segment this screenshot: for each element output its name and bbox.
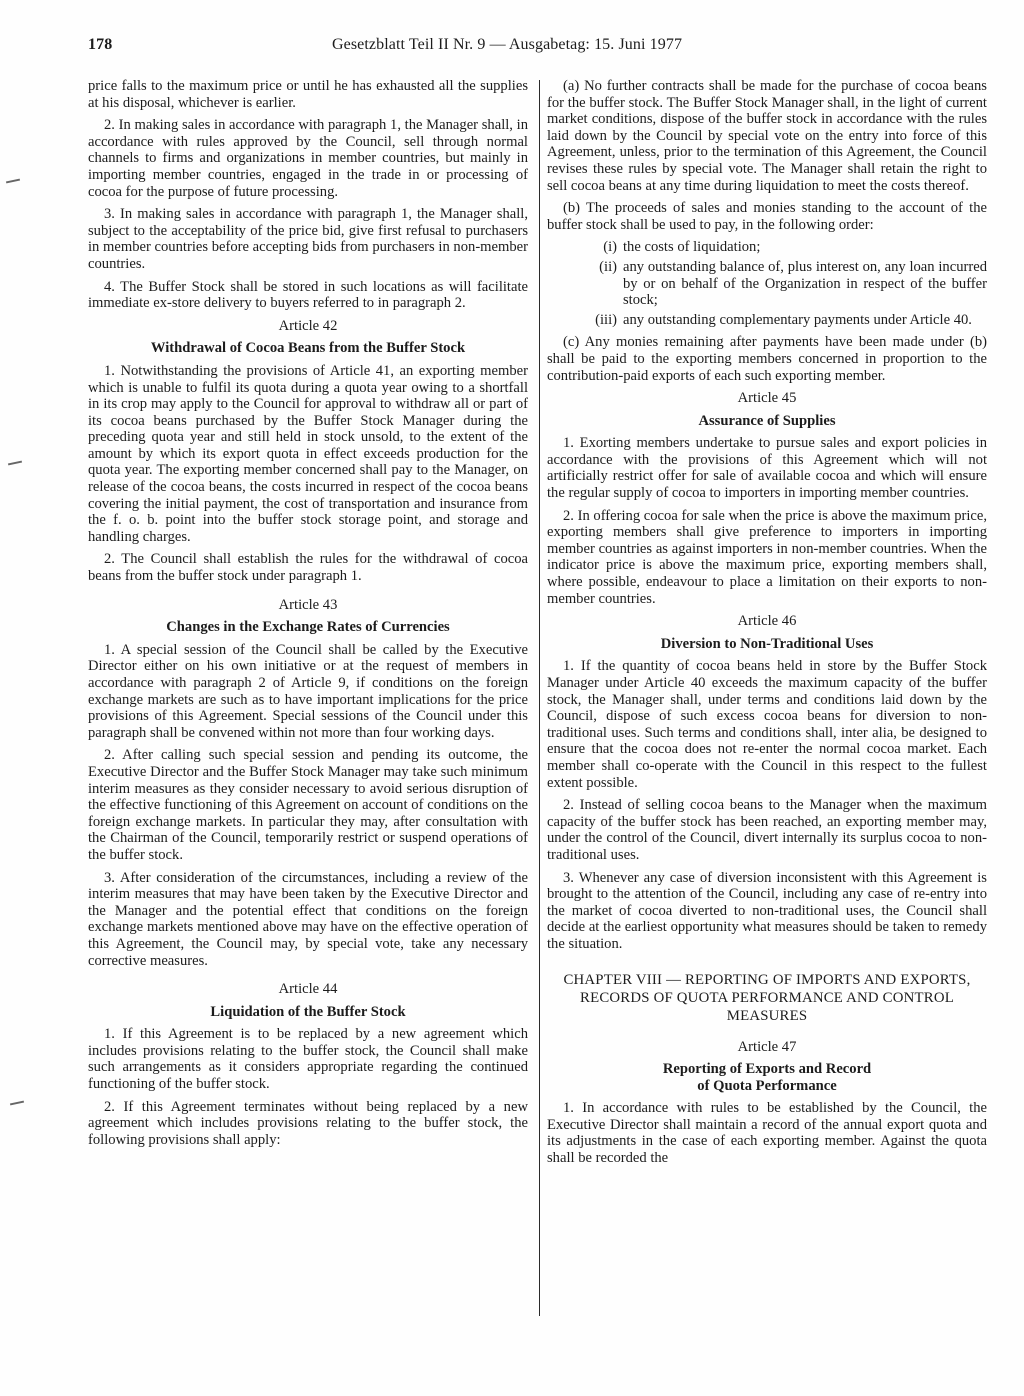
- article-title: Withdrawal of Cocoa Beans from the Buffer Stock: [150, 340, 466, 357]
- list-text: any outstanding complementary payments under Article 40.: [623, 311, 972, 328]
- list-text: any outstanding balance of, plus interest on, any loan incurred by or on behalf of the Organization in respect of the buffer stock;: [623, 258, 987, 309]
- column-divider: [539, 80, 540, 1316]
- paragraph: price falls to the maximum price or until he has exhausted all the supplies at his disposal, whichever is earlier.: [88, 78, 528, 111]
- list-item: [547, 239, 987, 256]
- left-column: [88, 78, 528, 1154]
- article-heading: Article 45: [737, 390, 797, 407]
- list-number: (ii): [599, 258, 617, 275]
- list-item: [547, 312, 987, 329]
- article-title: Liquidation of the Buffer Stock: [210, 1003, 406, 1020]
- article-title: Assurance of Supplies: [698, 412, 836, 429]
- article-heading: Article 46: [737, 613, 797, 630]
- article-title: Reporting of Exports and Record: [662, 1061, 872, 1078]
- paragraph: (b) The proceeds of sales and monies standing to the account of the buffer stock shall be used to pay, in the following order:: [547, 200, 987, 233]
- list-item: [547, 259, 987, 309]
- paragraph: 1. A special session of the Council shall be called by the Executive Director either on his own initiative or at the request of members in accordance with paragraph 2 of Article 9, if conditions on the foreign exchange markets are such as to have important implications for the price provisions of this Agreement. Special sessions of the Council under this paragraph shall be convened within not more than four working days.: [88, 641, 528, 741]
- paragraph: 2. Instead of selling cocoa beans to the Manager when the maximum capacity of the buffer stock has been reached, an exporting member may, under the control of the Council, divert internally its surplus cocoa to non-traditional uses.: [547, 797, 987, 863]
- paragraph: 4. The Buffer Stock shall be stored in such locations as will facilitate immediate ex-store delivery to buyers referred to in paragraph 2.: [88, 278, 528, 312]
- margin-mark: [6, 179, 20, 184]
- paragraph: 3. After consideration of the circumstances, including a review of the interim measures that may have been taken by the Executive Director and the Manager and the potential effect that conditions on the foreign exchange markets mentioned above may have on the effective operation of this Agreement, the Council may, by special vote, take any necessary corrective measures.: [88, 869, 528, 969]
- paragraph: 1. If the quantity of cocoa beans held in store by the Buffer Stock Manager under Article 40 exceeds the maximum capacity of the buffer stock, the Manager shall, under terms and conditions laid down by the Council, dispose of such excess cocoa beans for diversion to non-traditional uses. Such terms and conditions shall, inter alia, be designed to ensure that the cocoa does not re-enter the normal cocoa market. Each member shall co-operate with the Council in this respect to the fullest extent possible.: [547, 658, 987, 791]
- paragraph: 3. Whenever any case of diversion inconsistent with this Agreement is brought to the attention of the Council, including any case of re-entry into the market of cocoa diverted to non-traditional uses, the Council shall decide at the earliest opportunity what measures should be taken to remedy the situation.: [547, 869, 987, 952]
- article-heading: Article 43: [278, 596, 338, 613]
- paragraph: 1. Exorting members undertake to pursue sales and export policies in accordance with the provisions of this Agreement which will not artificially restrict offer for sale of available cocoa and which will ensure the regular supply of cocoa to importers in importing member countries.: [547, 435, 987, 502]
- list-text: the costs of liquidation;: [623, 239, 761, 256]
- paragraph: 2. After calling such special session and pending its outcome, the Executive Director and the Buffer Stock Manager may take such minimum interim measures as they consider necessary to avoid serious disruption of the effective functioning of this Agreement on account of conditions on the foreign exchange markets. In particular they may, after consultation with the Chairman of the Council, temporarily restrict or suspend operations of the buffer stock.: [88, 747, 528, 863]
- paragraph: 2. The Council shall establish the rules for the withdrawal of cocoa beans from the buffer stock under paragraph 1.: [88, 551, 528, 585]
- paragraph: 1. In accordance with rules to be established by the Council, the Executive Director shall maintain a record of the annual export quota and its adjustments in the case of each exporting member. Against the quota shall be recorded the: [547, 1100, 987, 1167]
- list-number: (iii): [595, 311, 617, 328]
- article-title: Diversion to Non-Traditional Uses: [660, 635, 874, 652]
- page-number: 178: [88, 36, 113, 53]
- paragraph: 3. In making sales in accordance with paragraph 1, the Manager shall, subject to the acceptability of the price bid, give first refusal to purchasers in member countries before accepting bids from purchasers in non-member countries.: [88, 206, 528, 272]
- list-number: (i): [603, 239, 617, 256]
- paragraph: (a) No further contracts shall be made for the purchase of cocoa beans for the buffer stock. The Buffer Stock Manager shall, in the light of current market conditions, dispose of the buffer stock in accordance with the rules laid down by the Council by special vote on the entry into force of this Agreement, unless, prior to the termination of this Agreement, the Council revises these rules by special vote. The Manager shall retain the right to sell cocoa beans at any time during liquidation to meet the costs thereof.: [547, 78, 987, 194]
- paragraph: 2. If this Agreement terminates without being replaced by a new agreement which includes provisions relating to the buffer stock, the following provisions shall apply:: [88, 1098, 528, 1148]
- paragraph: (c) Any monies remaining after payments have been made under (b) shall be paid to the exporting members concerned in proportion to the contribution-paid exports of each such exporting member.: [547, 334, 987, 384]
- article-title: of Quota Performance: [697, 1077, 837, 1094]
- article-title: Changes in the Exchange Rates of Currencies: [166, 619, 450, 636]
- paragraph: 1. Notwithstanding the provisions of Article 41, an exporting member which is unable to fulfil its quota during a quota year owing to a shortfall in its crop may apply to the Council for approval to withdraw all or part of its cocoa beans purchased by the Buffer Stock Manager during the preceding quota year and still held in stock unsold, to the extent of the amount by which its export quota in effect exceeds production for the quota year. The exporting member concerned shall pay to the Manager, on release of the cocoa beans, the costs incurred in respect of the cocoa beans covering the initial payment, the cost of transportation and insurance from the f. o. b. point into the buffer stock storage point, and storage and handling charges.: [88, 362, 528, 545]
- page-header: [88, 36, 988, 60]
- paragraph: 2. In making sales in accordance with paragraph 1, the Manager shall, in accordance with rules approved by the Council, sell through normal channels to firms and organizations in member countries, but mainly in importing member countries, engaged in the trade in or processing of cocoa for the purpose of future processing.: [88, 117, 528, 200]
- paragraph: 2. In offering cocoa for sale when the price is above the maximum price, exporting members shall give preference to importers in importing member countries as against importers in non-member countries. When the indicator price is above the maximum price, exporting members shall, where possible, endeavour to place a limitation on their exports to non-member countries.: [547, 507, 988, 607]
- paragraph: 1. If this Agreement is to be replaced by a new agreement which includes provisions relating to the buffer stock, the Council shall make such arrangements as it considers appropriate regarding the continued functioning of the buffer stock.: [88, 1026, 528, 1093]
- article-heading: Article 44: [278, 981, 338, 998]
- margin-mark: [10, 1101, 24, 1106]
- article-heading: Article 42: [278, 317, 338, 334]
- running-title: Gesetzblatt Teil II Nr. 9 — Ausgabetag: 15. Juni 1977: [332, 36, 683, 53]
- chapter-title: CHAPTER VIII — REPORTING OF IMPORTS AND EXPORTS, RECORDS OF QUOTA PERFORMANCE AND CONTROL MEASURES: [563, 971, 971, 1024]
- margin-mark: [8, 461, 22, 466]
- right-column: [547, 78, 987, 1173]
- article-heading: Article 47: [737, 1038, 797, 1055]
